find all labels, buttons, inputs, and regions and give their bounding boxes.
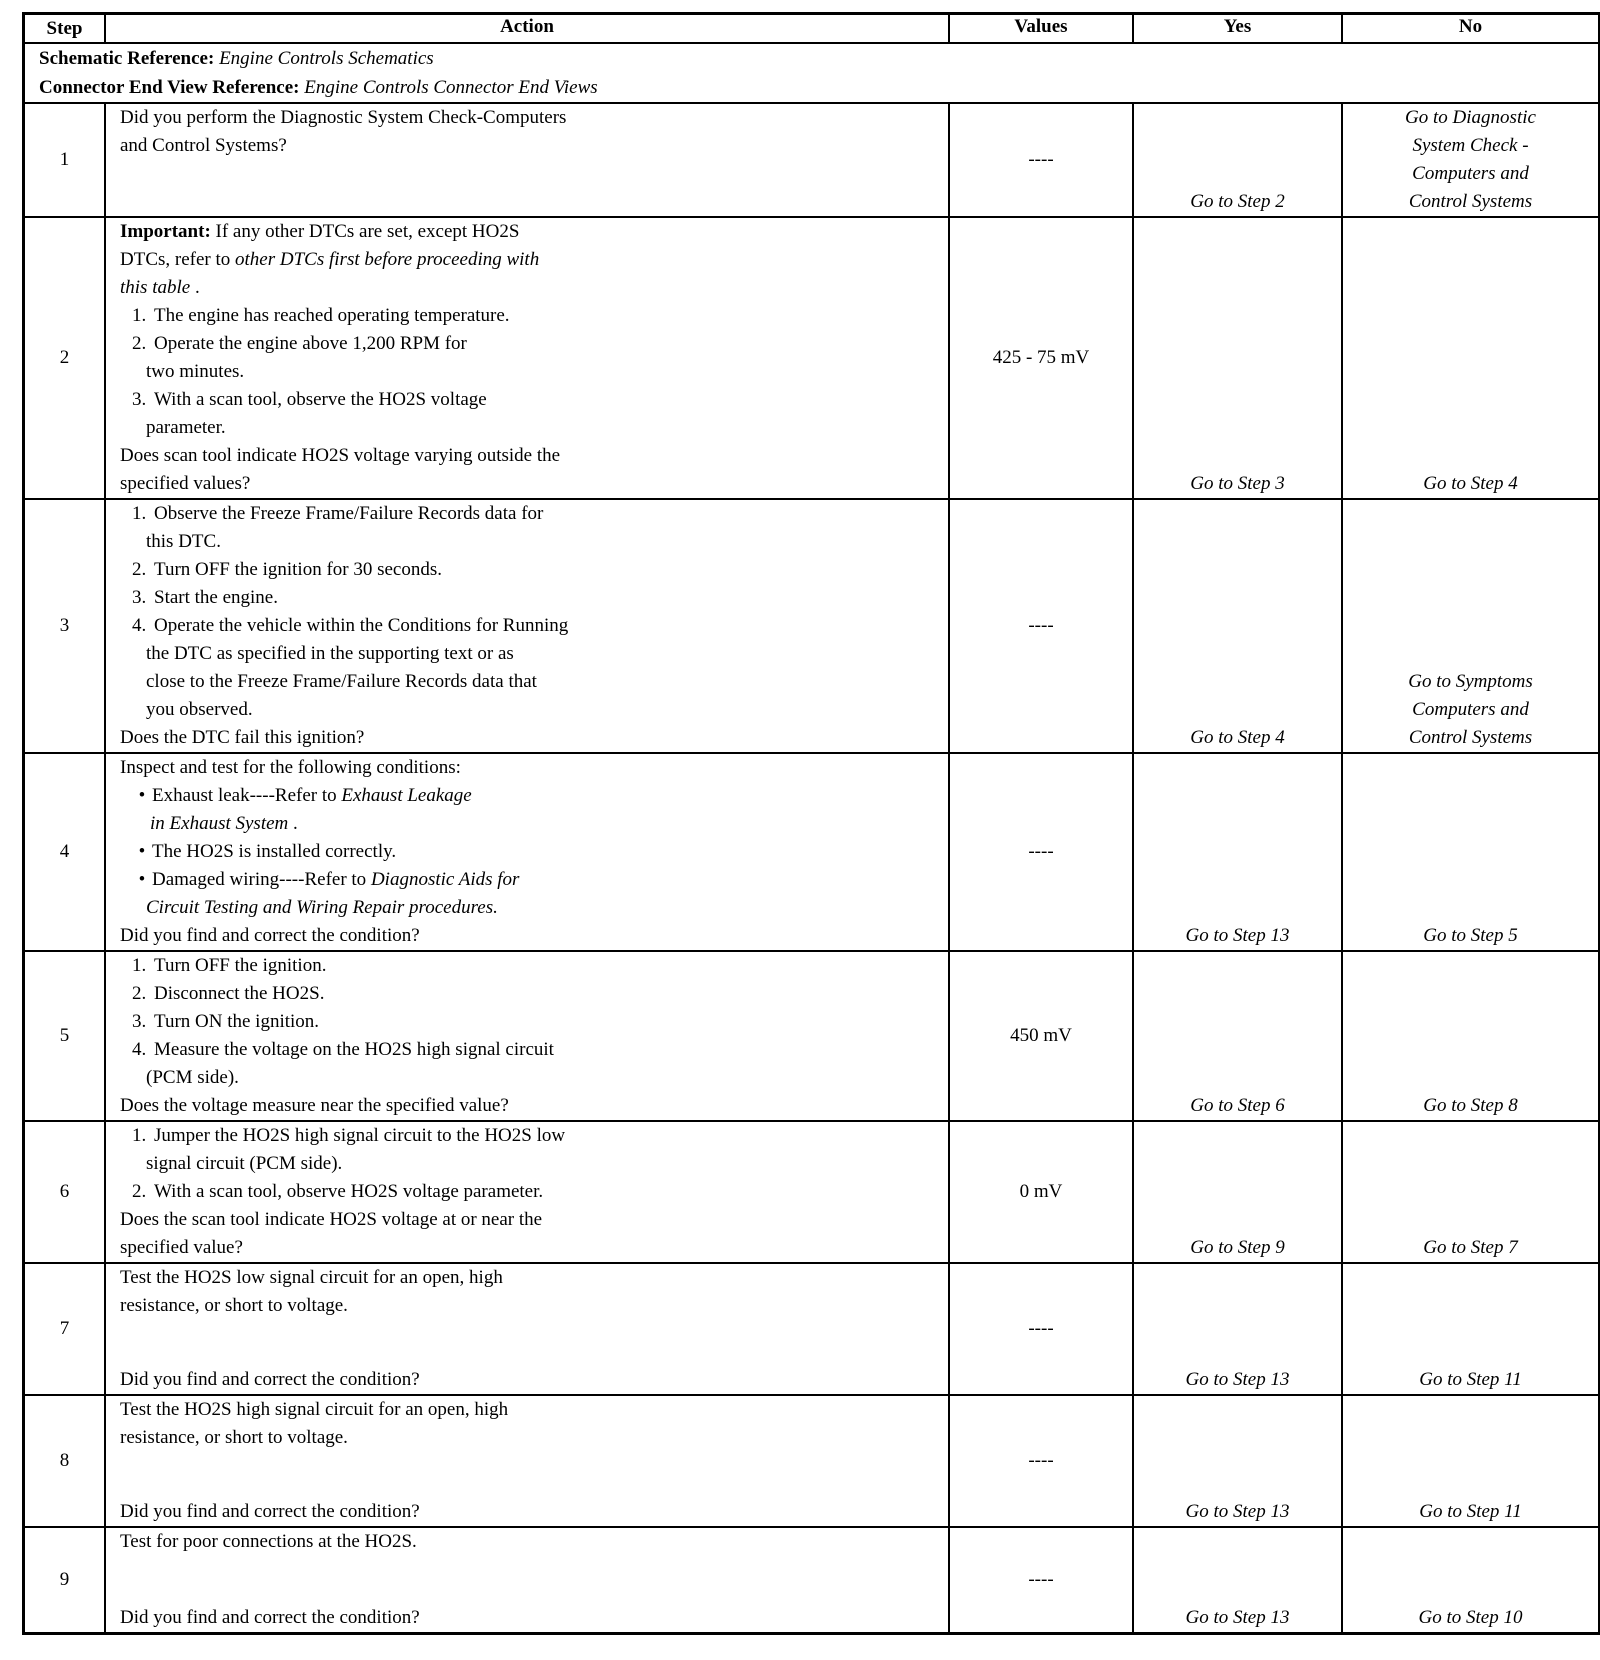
no-link[interactable]: Go to Step 7 [1342,1121,1600,1263]
step-number: 9 [24,1527,106,1634]
header-values: Values [949,14,1133,44]
step-action: Important: If any other DTCs are set, except HO2S DTCs, refer to other DTCs first before proceeding with this table . 1. The engine has reached operating temperature. 2. Operate the engine above 1,200 RPM for two minutes. 3. With a scan tool, observe the HO2S voltage parameter. Does scan tool indicate HO2S voltage varying outside the specified values? [105,217,949,499]
step-value: 0 mV [949,1121,1133,1263]
diagnostic-table [22,12,1600,1635]
table-row [24,103,1600,217]
step-value: ---- [949,1263,1133,1395]
step-number: 4 [24,753,106,951]
schematic-reference: Schematic Reference: Engine Controls Schematics [39,48,434,69]
table-row [24,1527,1600,1634]
table-row [24,1263,1600,1395]
yes-link[interactable]: Go to Step 13 [1133,1395,1342,1527]
header-step: Step [24,14,106,44]
yes-link[interactable]: Go to Step 3 [1133,217,1342,499]
yes-link[interactable]: Go to Step 4 [1133,499,1342,753]
step-number: 3 [24,499,106,753]
connector-reference-link[interactable]: Engine Controls Connector End Views [304,77,598,98]
step-value: ---- [949,1527,1133,1634]
other-dtcs-link[interactable]: other DTCs first before proceeding with [235,249,540,270]
step-action: 1. Turn OFF the ignition. 2. Disconnect the HO2S. 3. Turn ON the ignition. 4. Measure the voltage on the HO2S high signal circuit (PCM side). Does the voltage measure near the specified value? [105,951,949,1121]
step-number: 1 [24,103,106,217]
table-row [24,753,1600,951]
step-action: Test the HO2S high signal circuit for an open, high resistance, or short to voltage. Did you find and correct the condition? [105,1395,949,1527]
yes-link[interactable]: Go to Step 13 [1133,1263,1342,1395]
step-number: 7 [24,1263,106,1395]
step-action: Test the HO2S low signal circuit for an open, high resistance, or short to voltage. Did you find and correct the condition? [105,1263,949,1395]
no-link[interactable]: Go to Symptoms Computers and Control Systems [1342,499,1600,753]
yes-link[interactable]: Go to Step 6 [1133,951,1342,1121]
diagnostic-aids-link[interactable]: Diagnostic Aids for [370,869,520,890]
important-label: Important: [120,221,211,242]
no-link[interactable]: Go to Step 11 [1342,1263,1600,1395]
step-action: Inspect and test for the following conditions: • Exhaust leak----Refer to Exhaust Leakage in Exhaust System . • The HO2S is installed correctly. • Damaged wiring----Refer to Diagnostic Aids for Circuit Testing and Wiring Repair procedures. Did you find and correct the condition? [105,753,949,951]
step-action: Test for poor connections at the HO2S. Did you find and correct the condition? [105,1527,949,1634]
diagnostic-table-container [22,12,1589,1635]
no-link[interactable]: Go to Step 8 [1342,951,1600,1121]
step-value: ---- [949,753,1133,951]
step-action: 1. Observe the Freeze Frame/Failure Records data for this DTC. 2. Turn OFF the ignition for 30 seconds. 3. Start the engine. 4. Operate the vehicle within the Conditions for Running the DTC as specified in the supporting text or as close to the Freeze Frame/Failure Records data that you observed. Does the DTC fail this ignition? [105,499,949,753]
table-row [24,217,1600,499]
yes-link[interactable]: Go to Step 2 [1133,103,1342,217]
step-action: Did you perform the Diagnostic System Check-Computers and Control Systems? [105,103,949,217]
no-link[interactable]: Go to Diagnostic System Check - Computers and Control Systems [1342,103,1600,217]
step-value: ---- [949,1395,1133,1527]
schematic-reference-link[interactable]: Engine Controls Schematics [219,48,434,69]
step-number: 6 [24,1121,106,1263]
table-row [24,1121,1600,1263]
table-row [24,499,1600,753]
connector-reference: Connector End View Reference: Engine Controls Connector End Views [39,77,598,98]
step-value: ---- [949,103,1133,217]
reference-row [24,43,1600,103]
header-no: No [1342,14,1600,44]
header-yes: Yes [1133,14,1342,44]
yes-link[interactable]: Go to Step 13 [1133,1527,1342,1634]
table-row [24,1395,1600,1527]
no-link[interactable]: Go to Step 5 [1342,753,1600,951]
step-number: 8 [24,1395,106,1527]
no-link[interactable]: Go to Step 11 [1342,1395,1600,1527]
step-action: 1. Jumper the HO2S high signal circuit to the HO2S low signal circuit (PCM side). 2. With a scan tool, observe HO2S voltage parameter. Does the scan tool indicate HO2S voltage at or near the specified value? [105,1121,949,1263]
header-row [24,14,1600,44]
step-value: ---- [949,499,1133,753]
no-link[interactable]: Go to Step 4 [1342,217,1600,499]
step-value: 450 mV [949,951,1133,1121]
table-row [24,951,1600,1121]
exhaust-leakage-link[interactable]: Exhaust Leakage [341,785,472,806]
yes-link[interactable]: Go to Step 13 [1133,753,1342,951]
no-link[interactable]: Go to Step 10 [1342,1527,1600,1634]
step-number: 2 [24,217,106,499]
step-value: 425 - 75 mV [949,217,1133,499]
header-action: Action [105,14,949,44]
step-number: 5 [24,951,106,1121]
yes-link[interactable]: Go to Step 9 [1133,1121,1342,1263]
